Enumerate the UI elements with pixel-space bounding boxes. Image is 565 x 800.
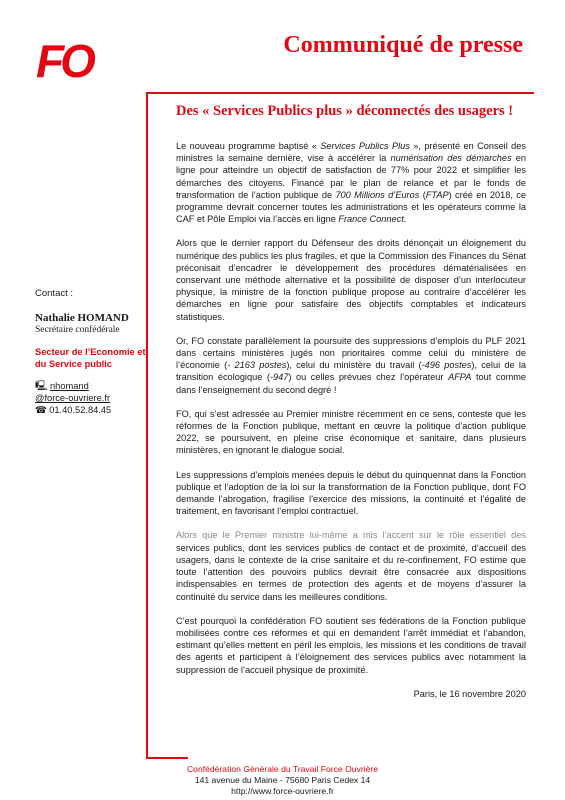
- paragraph-6: Alors que le Premier ministre lui-même a mis l’accent sur le rôle essentiel des services publics, dont les services publics de contact et de proximité, d’accueil des usagers, dans le contexte de la crise sanitaire et du re-confinement, FO estime que toute l’attention des pouvoirs publics devrait être consacrée aux dispositions indispensables en termes de protection des agents et de moyens d’assurer la continuité du service dans les meilleures conditions.: [176, 530, 526, 602]
- paragraph-4: FO, qui s’est adressée au Premier ministre récemment en ce sens, conteste que les réformes de la Fonction publique, mettant en œuvre la politique d’action publique 2022, se poursuivent, en pleine crise économique et sanitaire, dans plusieurs ministères, en ignorant le dialogue social.: [176, 408, 526, 456]
- fo-logo: FO: [36, 35, 92, 87]
- frame-left-rule: [146, 92, 148, 758]
- phone-icon: ☎: [35, 405, 47, 415]
- footer-url[interactable]: http://www.force-ouvriere.fr: [231, 786, 334, 796]
- paragraph-7: C’est pourquoi la confédération FO soutient ses fédérations de la Fonction publique mobilisées contre ces réformes et qui en demandent l’arrêt immédiat et l’abandon, estimant qu’elles mettent en péril les emplois, les missions et les conditions de travail des agents et participent à l’éloignement des services publics avec notamment la suppression de l’accueil physique de proximité.: [176, 615, 526, 675]
- frame-top-rule: [146, 92, 534, 94]
- headline: Des « Services Publics plus » déconnectés des usagers !: [176, 103, 514, 119]
- footer: [0, 764, 565, 797]
- contact-role: Secrétaire confédérale: [35, 325, 120, 335]
- phone-number: 01.40.52.84.45: [49, 405, 112, 415]
- contact-phone: [35, 404, 147, 416]
- paragraph-1: Le nouveau programme baptisé « Services Publics Plus », présenté en Conseil des ministres la semaine dernière, vise à accélérer la numérisation des démarches en ligne pour atteindre un objectif de satisfaction de 77% pour 2022 et simplifier les démarches des citoyens. Financé par le plan de relance et par le fonds de transformation de l’action publique de 700 Millions d’Euros (FTAP) créé en 2018, ce programme devrait concerner toutes les administrations et les opérateurs comme la CAF et Pôle Emploi via l’accès en ligne France Connect.: [176, 141, 527, 225]
- contact-email-domain[interactable]: [35, 392, 147, 404]
- page-title: Communiqué de presse: [283, 32, 523, 58]
- email-link-user[interactable]: nhomand: [50, 381, 89, 391]
- frame-bottom-rule: [146, 757, 188, 759]
- body-text: [176, 140, 526, 712]
- date-line: Paris, le 16 novembre 2020: [413, 688, 526, 699]
- contact-email[interactable]: [35, 380, 147, 392]
- footer-org: Confédération Générale du Travail Force Ouvrière: [186, 764, 379, 774]
- contact-label: Contact :: [35, 288, 74, 299]
- contact-sector: Secteur de l’Economie et du Service public: [35, 347, 146, 369]
- paragraph-2: Alors que le dernier rapport du Défenseur des droits dénonçait un éloignement du numérique des publics les plus fragiles, et que la Commission des Finances du Sénat préconisait d’encadrer le développement des procédures dématérialisées en conservant une méthode alternative et la possibilité de disposer d’un interlocuteur physique, la ministre de la fonction publique propose au contraire d’accélérer les démarches en ligne pour satisfaire des objectifs comptables et indicateurs statistiques.: [176, 238, 526, 322]
- paragraph-3: Or, FO constate parallèlement la poursuite des suppressions d’emplois du PLF 2021 dans certains ministères jugés non prioritaires comme celui du ministère de l’économie (- 2163 postes), celui du ministère du travail (-496 postes), celui de la transition écologique (-947) ou celles prévues chez l’opérateur AFPA tout comme dans l’enseignement du second degré !: [176, 335, 526, 395]
- email-icon: 🖳: [35, 381, 48, 391]
- footer-address: 141 avenue du Maine - 75680 Paris Cedex 14: [194, 775, 371, 785]
- contact-block: [35, 288, 147, 416]
- contact-name: Nathalie HOMAND: [35, 312, 129, 324]
- paragraph-5: Les suppressions d’emplois menées depuis le début du quinquennat dans la Fonction publique et l’adoption de la loi sur la transformation de la Fonction publique, dont FO demande l’abrogation, fragilise l’exercice des missions, la continuité et l’égalité de traitement, en favorisant l’emploi contractuel.: [176, 469, 526, 517]
- email-link-domain[interactable]: @force-ouvriere.fr: [35, 393, 111, 403]
